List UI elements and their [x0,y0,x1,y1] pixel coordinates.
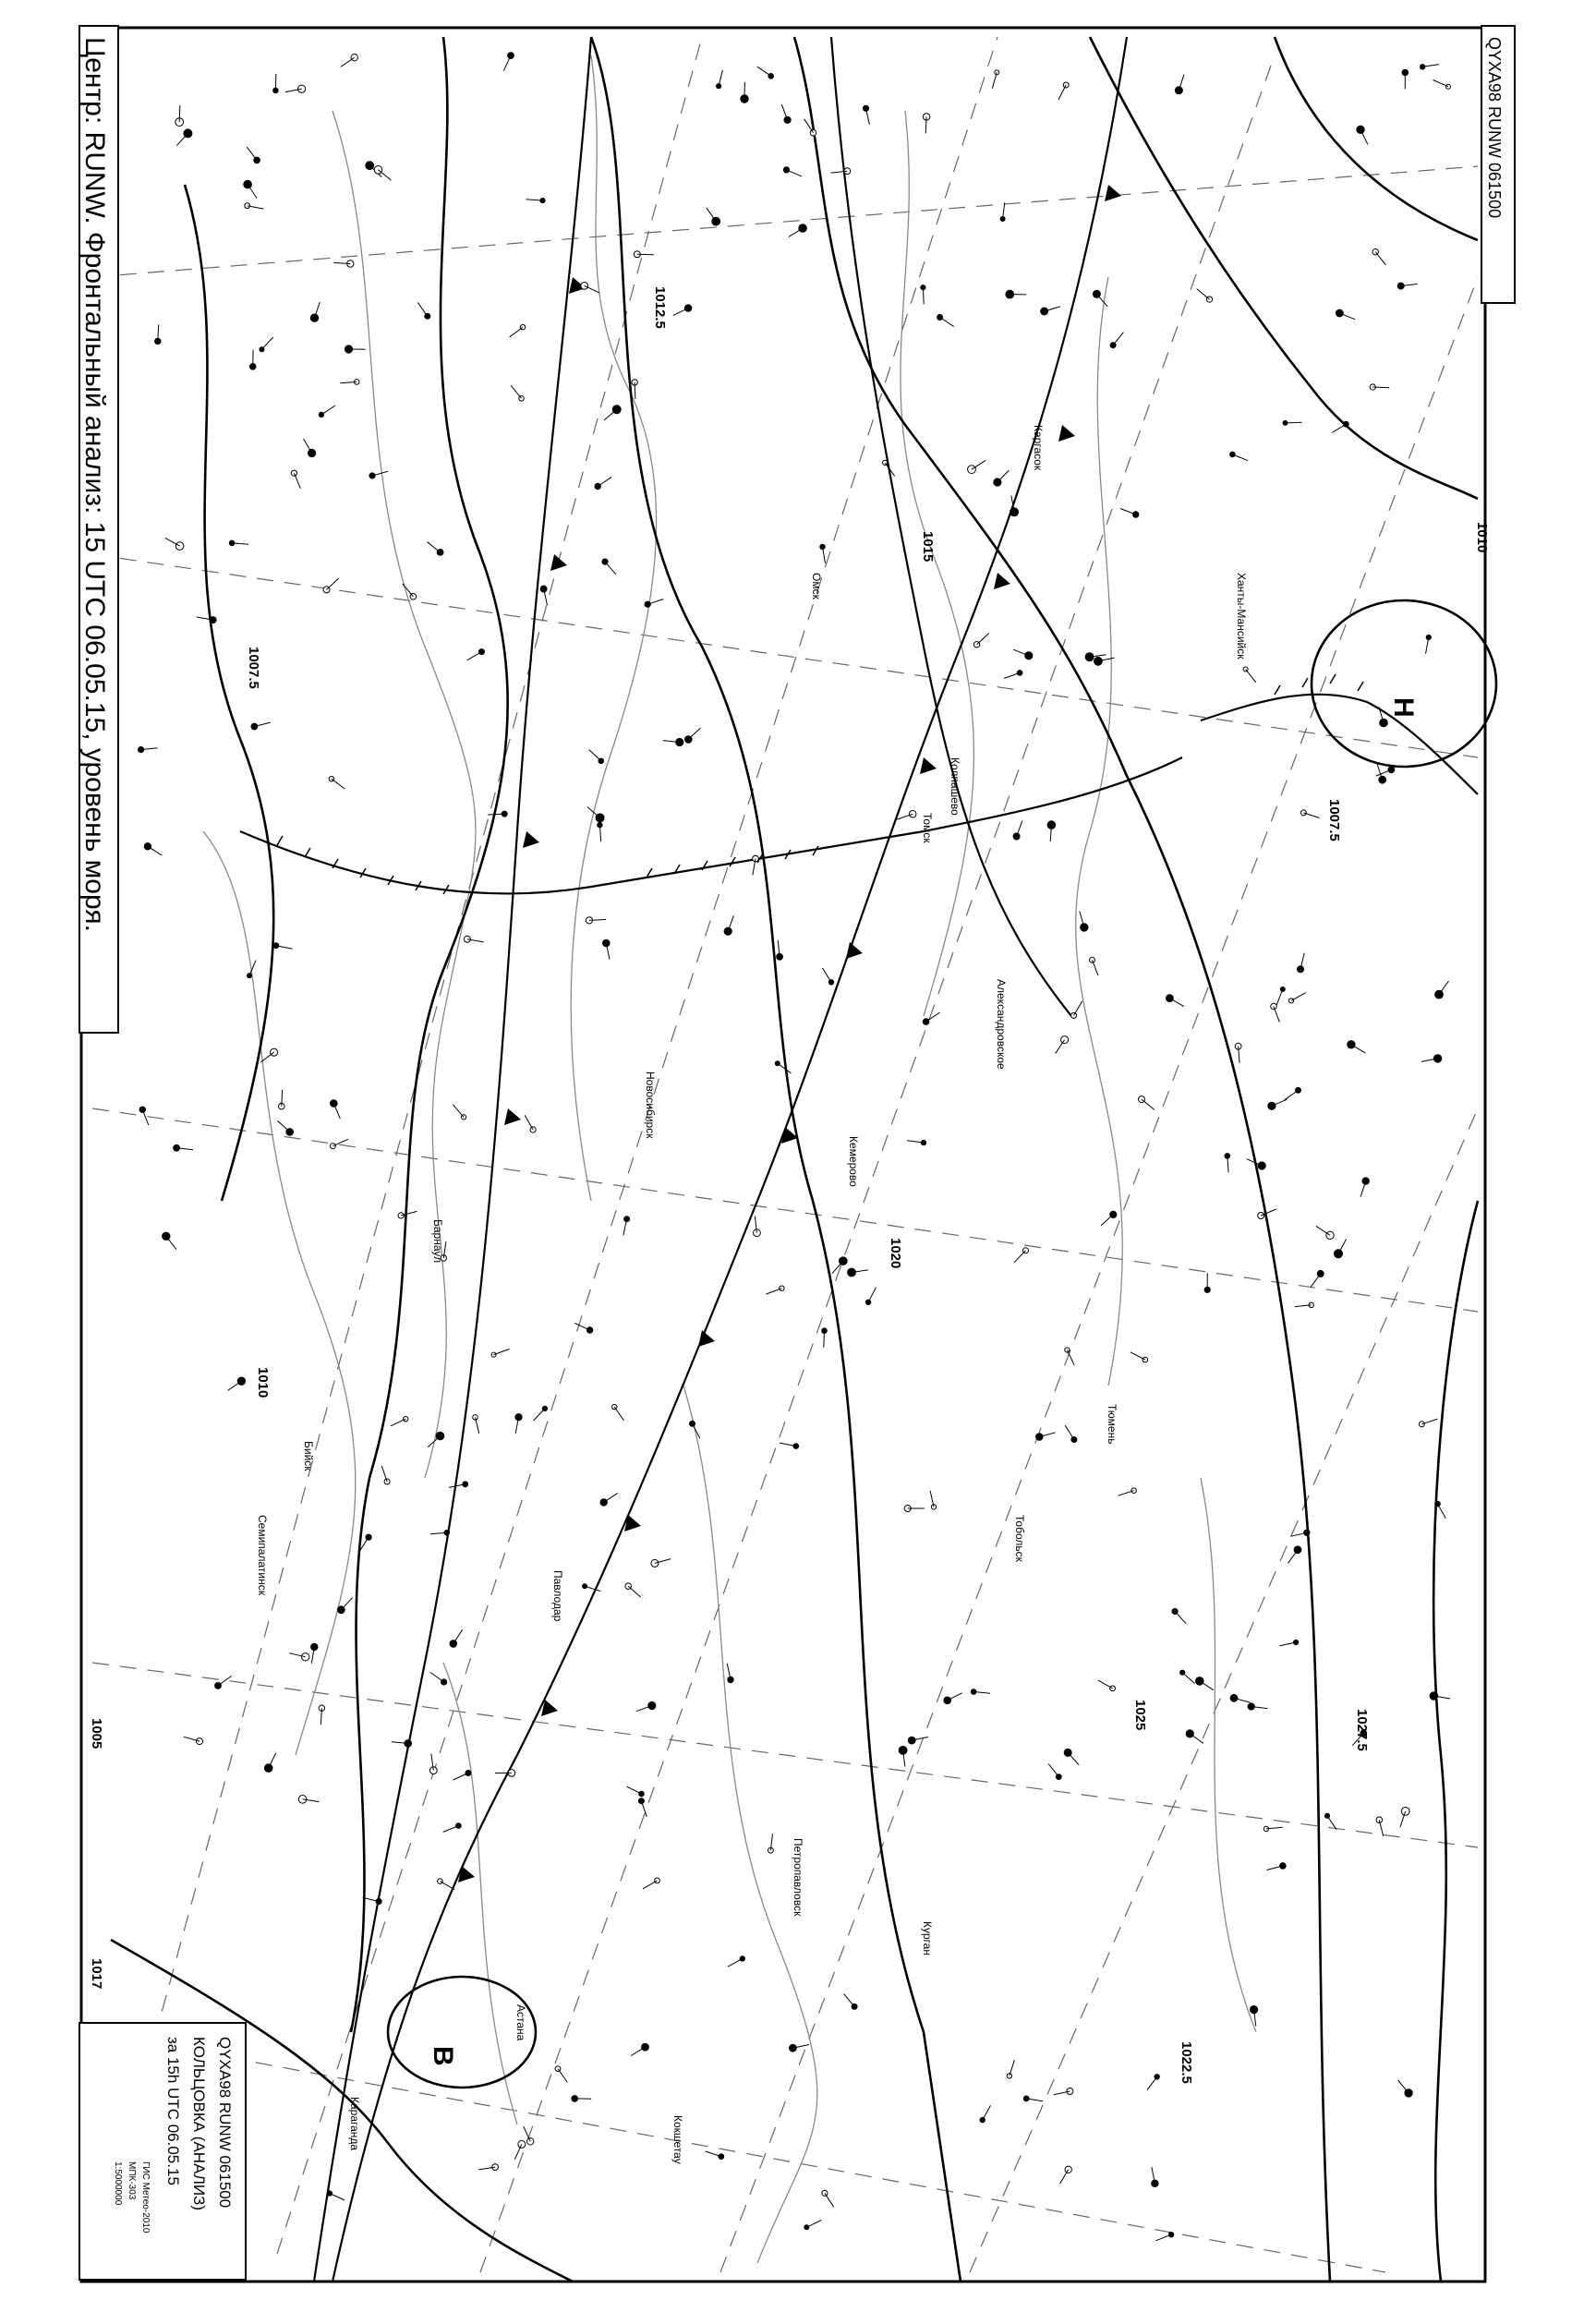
isobar-labels [89,286,1490,2084]
wind-barb [868,1288,876,1302]
wind-barb [806,2220,821,2227]
wind-barb [1175,1612,1186,1624]
wind-barb [381,1466,387,1482]
wind-barb [247,147,257,160]
wind-barb [844,1994,855,2007]
station-name: Семипалатинск [256,1515,269,1595]
wind-barb [1120,509,1136,515]
wind-barb [510,327,523,337]
wind-barb [1147,2076,1157,2089]
wind-barb [524,2126,531,2141]
wind-barb [604,1493,618,1502]
wind-barb [165,538,180,546]
station-name: Каргасок [1032,425,1045,471]
wind-barb [1130,1352,1145,1360]
wind-barb [1101,1215,1113,1226]
station-names [256,425,1248,2164]
wind-barb [1285,1090,1299,1099]
wind-barb [1155,2234,1171,2241]
wind-barb [787,170,803,176]
wind-barb [789,228,803,237]
isobar-label: 1027.5 [1354,1709,1370,1751]
wind-barb [825,2193,834,2207]
isobar-label: 1020 [888,1238,903,1269]
wind-barb [688,728,700,739]
station-name: Петропавловск [792,1838,804,1917]
wind-barb [1433,80,1449,87]
station-dot [319,412,323,417]
wind-barb [1169,999,1184,1007]
wind-barb [176,133,187,145]
station-name: Астана [514,2004,527,2041]
map-frame [81,28,1485,2282]
wind-barb [332,779,345,789]
wind-barb [453,1105,464,1118]
isobar-label: 1007.5 [1326,799,1342,841]
wind-barb [1421,1419,1437,1424]
wind-barb [1303,813,1319,818]
wind-barb [558,2069,567,2083]
warm-front-hatch [277,674,1363,894]
station-dot [456,1823,462,1829]
wind-barb [1291,993,1306,1001]
wind-barb [719,70,722,86]
wind-barb [972,460,985,469]
station-name: Бийск [302,1441,315,1471]
legend-version: МПК-303 [127,2161,137,2200]
wind-barb [1288,1550,1299,1564]
wind-barb [977,634,989,645]
station-dot [1435,1501,1441,1507]
station-dot [1430,1692,1438,1701]
station-name: Колпашево [949,757,961,816]
wind-barb [1074,1001,1082,1016]
wind-barb [1048,1764,1058,1777]
station-name: Ханты-Мансийск [1235,573,1248,660]
wind-barb [1439,981,1449,995]
station-dot [1025,652,1033,660]
wind-barb [728,1958,743,1967]
wind-barb [1142,1099,1155,1109]
wind-barb [534,1409,545,1421]
wind-barb [261,337,272,349]
legend-software: ГИС Метео-2010 [140,2161,151,2233]
wind-barb [494,1349,510,1354]
station-dot [1168,2233,1173,2237]
wind-barb [1010,2060,1015,2076]
wind-barb [1113,333,1123,345]
wind-barb [673,309,688,316]
station-dot [1433,1055,1441,1062]
wind-barb [1286,422,1302,423]
wind-barb [926,1012,940,1022]
isobar-label: 1005 [89,1718,104,1749]
wind-barb [605,562,616,575]
wind-barb [503,55,511,70]
station-name: Тобольск [1013,1515,1026,1562]
wind-barb [1316,1226,1330,1235]
isobar-label: 1022.5 [1179,2041,1194,2084]
isobar-label: 1012.5 [652,286,668,329]
wind-barb [1197,289,1210,300]
wind-barb [148,846,162,855]
wind-barb [1376,769,1392,776]
wind-barb [707,208,716,222]
wind-barb [1098,1680,1113,1689]
wind-barb [525,1115,533,1130]
wind-barb [467,652,482,660]
wind-barb [587,807,600,818]
station-name: Омск [810,573,823,599]
isobar-label: 1007.5 [246,647,261,689]
wind-barb [453,1773,468,1781]
wind-barb [1351,1045,1365,1053]
wind-barb [440,1882,454,1890]
station-name: Кемерово [847,1136,860,1187]
wind-barb [275,74,276,91]
station-dot [908,1737,915,1744]
wind-barb [643,1881,658,1889]
wind-barb [706,2151,721,2157]
station-dot [1196,1677,1204,1686]
wind-barb [992,72,997,88]
station-dot [1230,452,1236,457]
station-dot [684,305,691,311]
wind-barb [179,105,180,122]
wind-barb [940,318,954,327]
wind-barb [443,1826,459,1833]
wind-barb [823,968,832,982]
wind-barb [589,750,601,761]
legend-line-1: QYXA98 RUNW 061500 [216,2037,234,2209]
wind-barb [1375,252,1385,265]
wind-barb [403,584,414,597]
wind-barb [1276,989,1283,1005]
coordinate-grid [92,37,1478,2272]
wind-barb [218,1676,232,1686]
wind-barb [1190,1734,1203,1743]
wind-barb [1311,1274,1321,1288]
high-center-contour [388,1977,536,2088]
map-title: Центр: RUNW. Фронтальный анализ: 15 UTC 06.05.15, уровень моря. [79,37,110,932]
wind-barb [1426,637,1429,654]
wind-barb [430,1673,444,1683]
station-dot [581,283,588,290]
station-name: Александровское [995,979,1008,1070]
wind-barb [417,303,427,317]
wind-barb [585,285,599,293]
wind-barb [1332,424,1346,432]
station-name: Тюмень [1106,1404,1118,1445]
wind-barb [294,473,300,489]
wind-barb [767,1289,782,1294]
wind-barb [1200,1681,1214,1690]
wind-barb [585,1586,600,1591]
wind-barb [1279,1642,1296,1646]
station-dot [1388,767,1395,773]
station-dot [790,2044,797,2052]
river-network [203,55,1256,2263]
isobar-label: 1025 [1132,1700,1148,1731]
wind-barb [1017,821,1022,837]
wind-barb [1274,1007,1279,1023]
wind-barb [476,1417,479,1434]
wind-barb [1065,1425,1074,1439]
wind-barb [260,1052,273,1062]
wind-barb [1093,960,1099,975]
legend-line-3: за 15h UTC 06.05.15 [164,2037,182,2185]
wind-barb [631,2047,645,2055]
wind-barb [277,1120,289,1132]
wind-barb [1060,2170,1069,2184]
station-dot [648,1701,656,1709]
wind-barb [832,1261,843,1274]
wind-barb [511,385,521,398]
wind-barb [142,1109,149,1125]
wind-barb [304,439,312,454]
station-dot [1152,2180,1158,2186]
low-pressure-center: Н [1388,697,1419,718]
wind-barb [1068,1752,1079,1764]
wind-barb [626,1786,641,1794]
high-pressure-center: В [428,2046,458,2066]
wind-barb [757,67,771,76]
wind-barb [930,1491,934,1507]
low-center-contour [1312,600,1496,767]
wind-barb [330,2194,345,2201]
wind-barb [1058,85,1066,100]
isobar-label: 1015 [920,531,936,563]
station-name: Томск [921,813,934,843]
wind-barb [341,1598,352,1610]
wind-barb [1118,1491,1134,1496]
station-name: Павлодар [551,1570,564,1622]
wind-barb [948,1693,962,1701]
wind-barb [604,409,617,420]
isobar-label: 1010 [1474,522,1490,553]
wind-barb [983,2105,991,2120]
wind-barb [628,1586,641,1597]
wind-barb [1004,672,1020,678]
wind-barb [166,1236,176,1249]
wind-barb [1398,2080,1409,2093]
wind-barb [598,477,611,486]
isobar-label: 1010 [255,1367,271,1398]
wind-barb [1246,670,1256,683]
wind-barb [228,1381,242,1390]
wind-barb [1056,1040,1065,1054]
wind-barb [248,185,257,199]
wind-barb [327,578,339,589]
station-name: Кокшетау [671,2115,684,2164]
corner-code: QYXA98 RUNW 061500 [1485,37,1504,219]
front-triangles [458,185,1121,1882]
wind-barb [341,57,355,67]
wind-barb [1261,1209,1276,1216]
wind-barb [614,1407,623,1421]
isobars [111,37,1496,2282]
station-dot [724,927,732,935]
wind-barb [428,542,441,552]
station-dot [600,1499,607,1506]
wind-barb [778,1063,792,1073]
station-dot [822,2190,828,2196]
isobar-label: 1017 [89,1958,104,1990]
wind-barb [1182,1673,1195,1684]
wind-barb [1014,1251,1026,1263]
wind-barb [998,470,1010,482]
station-name: Караганда [348,2097,361,2151]
wind-barb [824,1331,825,1348]
wind-barb [1096,294,1107,307]
station-name: Барнаул [431,1219,444,1264]
wind-barb [321,406,335,415]
wind-barb [1438,1504,1446,1519]
wind-barb [391,1419,405,1426]
station-name: Курган [921,1921,934,1955]
legend-line-2: КОЛЬЦОВКА (АНАЛИЗ) [190,2037,208,2211]
legend-scale: 1:5000000 [113,2161,123,2206]
station-name: Новосибирск [644,1071,657,1139]
wind-barb [453,1629,463,1643]
occluded-front [240,695,1478,894]
wind-barb [1232,454,1248,461]
